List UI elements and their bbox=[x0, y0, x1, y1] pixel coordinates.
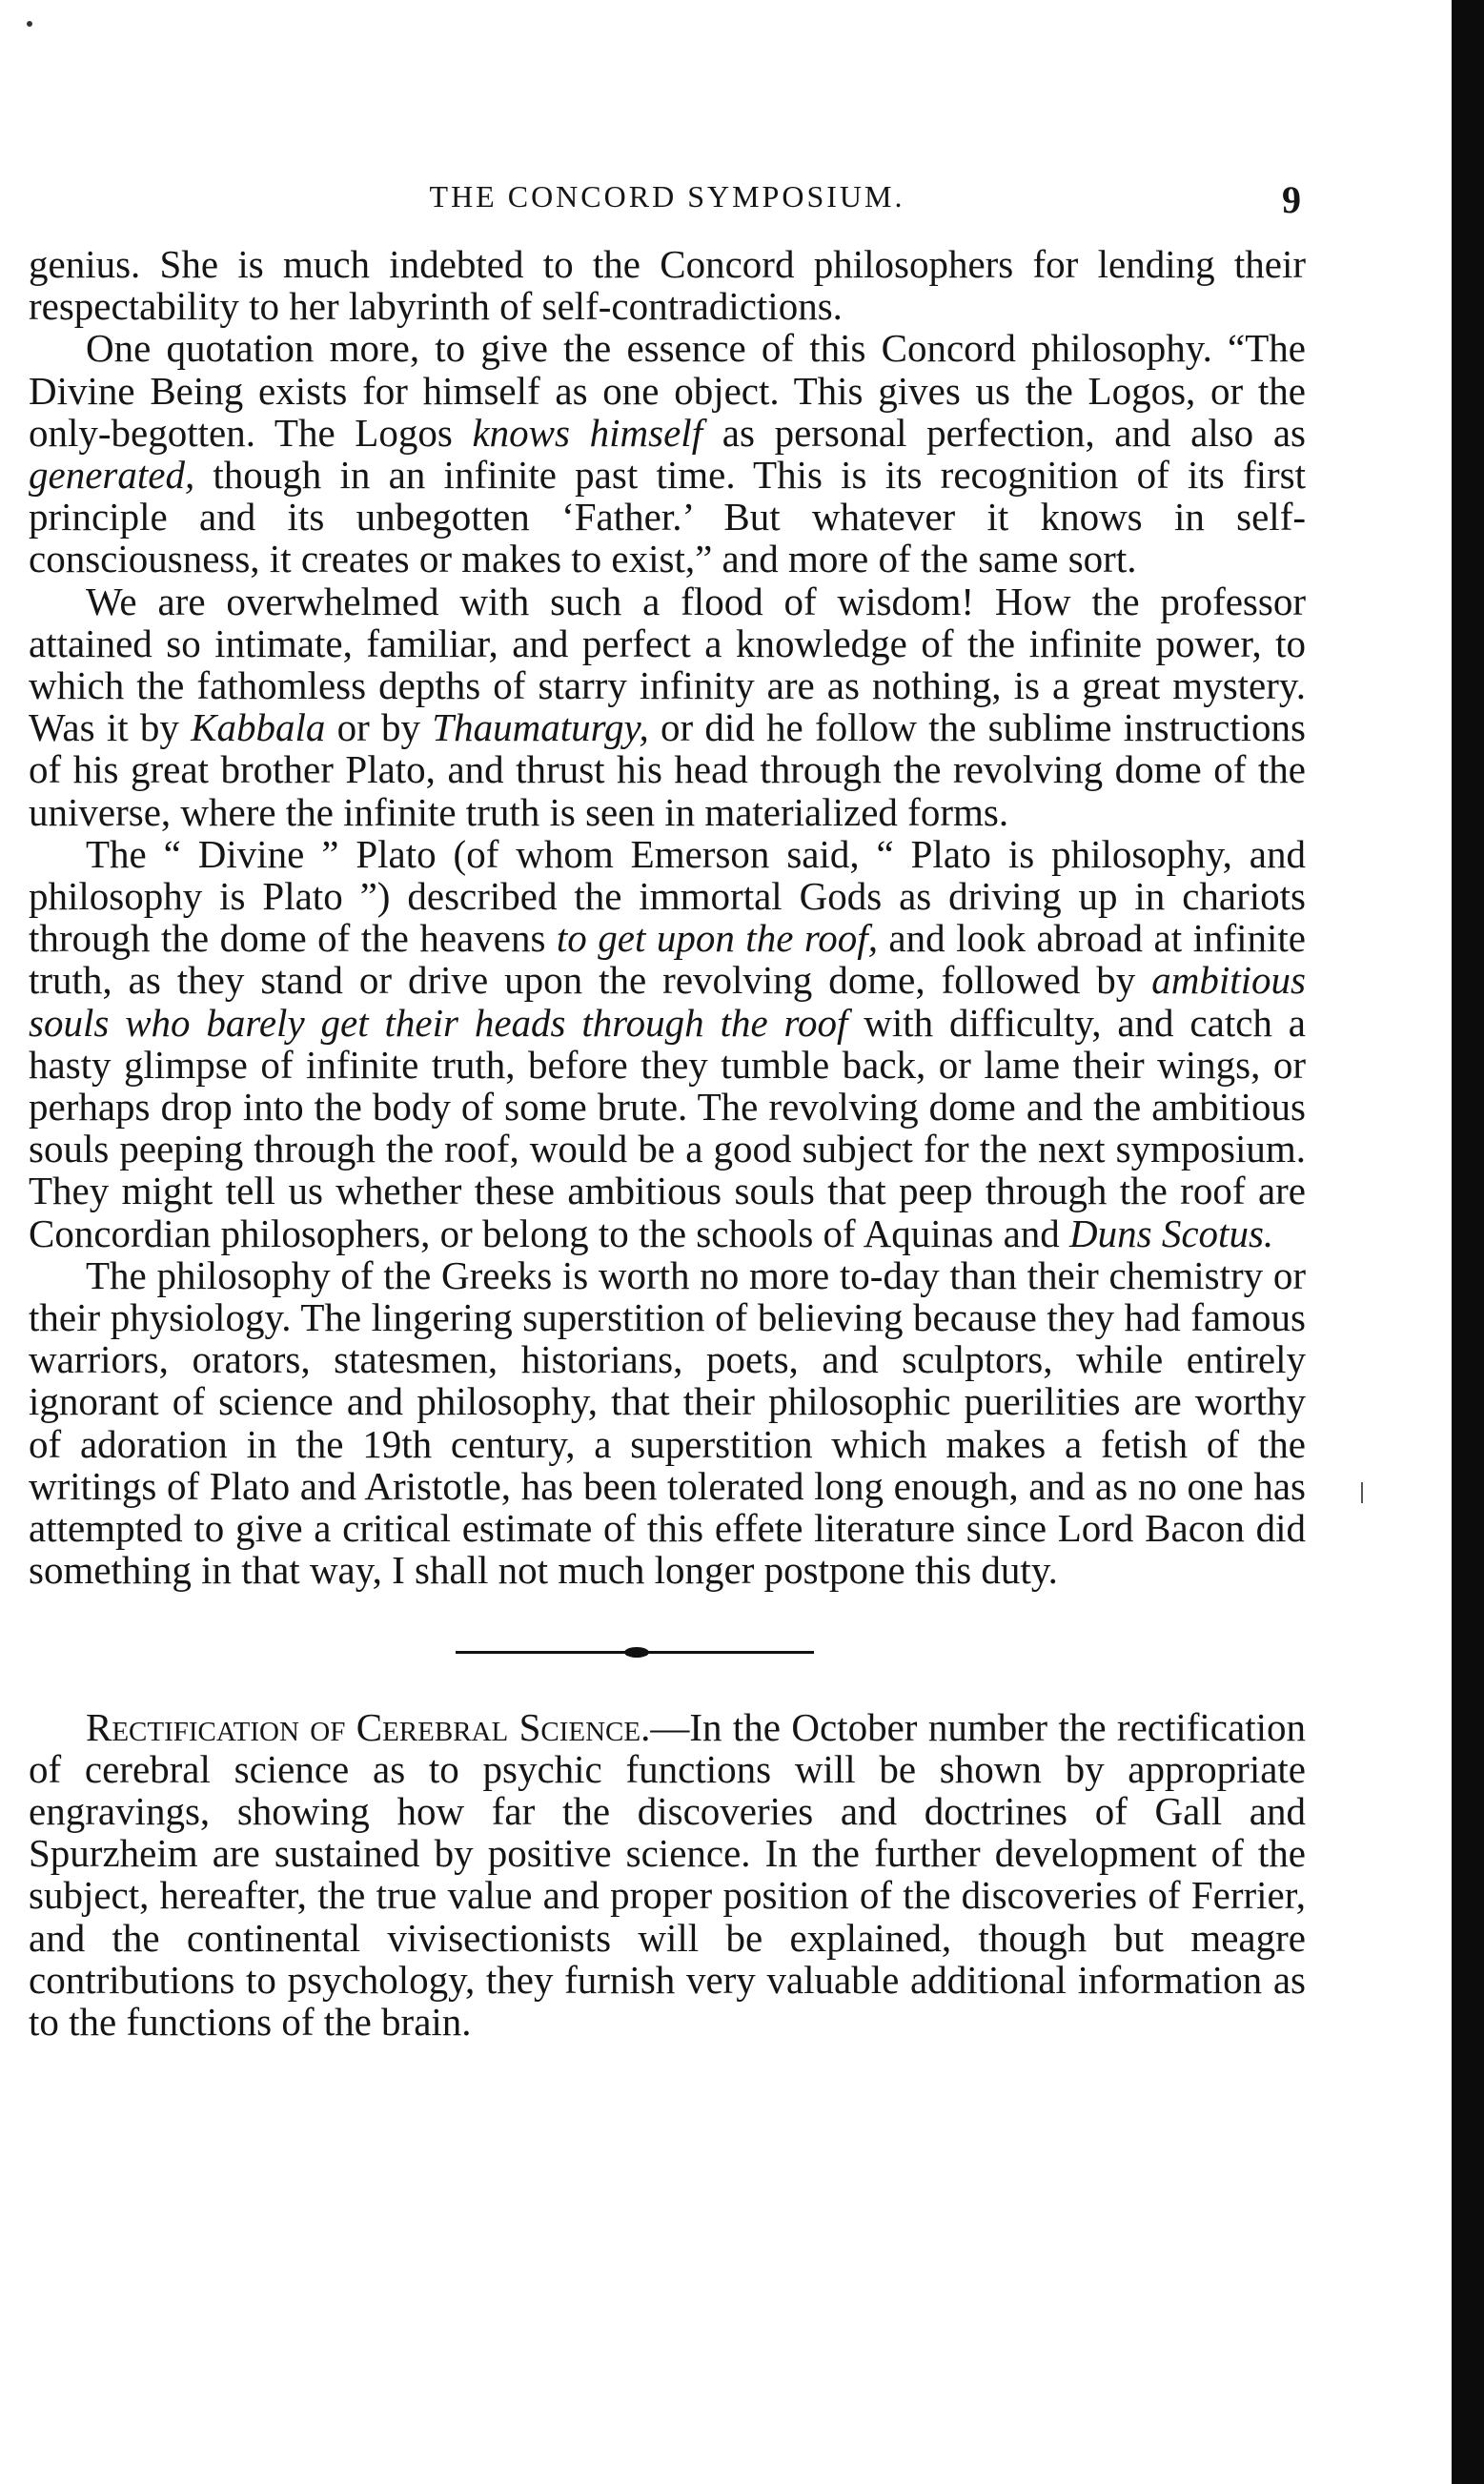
page-body bbox=[29, 243, 1306, 2043]
italic-run: ambitious souls who barely get their heads through the roof bbox=[29, 958, 1306, 1045]
paragraph-1: genius. She is much indebted to the Concord philosophers for lending their respectability to her labyrinth of self-contradictions. bbox=[29, 242, 1306, 329]
running-title: THE CONCORD SYMPOSIUM. bbox=[429, 179, 905, 214]
italic-run: Duns Scotus. bbox=[1069, 1211, 1274, 1255]
margin-mark bbox=[1361, 1482, 1363, 1503]
text-run: or by bbox=[325, 705, 433, 750]
text-run: —In the October number the rectification of cerebral science as to psychic functions will be shown by appropriate engravings, showing how far the discoveries and doctrines of Gall and Spurzheim are sustained by positive science. In the further development of the subject, hereafter, the true value and proper position of the discoveries of Ferrier, and the continental vivisectionists will be explained, though but meagre contributions to psychology, they furnish very valuable additional information as to the functions of the brain. bbox=[29, 1704, 1306, 2044]
italic-run: Kabbala bbox=[191, 705, 326, 750]
divider-ornament bbox=[624, 1647, 649, 1658]
italic-run: generated, bbox=[29, 453, 195, 498]
text-run: and look abroad at infinite truth, as they stand or drive upon the revolving dome, followed by bbox=[29, 916, 1306, 1003]
section-heading: Rectification of Cerebral Science. bbox=[86, 1704, 651, 1749]
paragraph-2 bbox=[29, 327, 1306, 580]
text-run: One quotation more, to give the essence of this Concord philosophy. “The Divine Being exists for himself as one object. This gives us the Logos, or the only-begotten. The Logos bbox=[29, 326, 1306, 455]
text-run: We are overwhelmed with such a flood of wisdom! How the professor attained so intimate, familiar, and perfect a knowledge of the infinite power, to which the fathomless depths of starry infinity are as nothing, is a great mystery. Was it by bbox=[29, 579, 1306, 750]
text-run: or did he follow the sublime instructions of his great brother Plato, and thrust his head through the revolving dome of the universe, where the infinite truth is seen in materialized forms. bbox=[29, 705, 1306, 834]
text-run: with difficulty, and catch a hasty glimpse of infinite truth, before they tumble back, or lame their wings, or perhaps drop into the body of some brute. The revolving dome and the ambitious souls peeping through the roof, would be a good subject for the next symposium. They might tell us whether these ambitious souls that peep through the roof are Concordian philosophers, or belong to the schools of Aquinas and bbox=[29, 1000, 1306, 1255]
italic-run: to get upon the roof, bbox=[556, 916, 878, 961]
page-edge-shadow bbox=[1452, 0, 1484, 2484]
italic-run: Thaumaturgy, bbox=[432, 705, 649, 750]
text-run: The “ Divine ” Plato (of whom Emerson said, “ Plato is philosophy, and philosophy is Plato ”) described the immortal Gods as driving up in chariots through the dome of the heavens bbox=[29, 831, 1306, 961]
page-number: 9 bbox=[1282, 178, 1301, 221]
paragraph-5: The philosophy of the Greeks is worth no more to-day than their chemistry or their physiology. The lingering superstition of believing because they had famous warriors, orators, statesmen, historians, poets, and sculptors, while entirely ignorant of science and philosophy, that their philosophic puerilities are worthy of adoration in the 19th century, a superstition which makes a fetish of the writings of Plato and Aristotle, has been tolerated long enough, and as no one has attempted to give a critical estimate of this effete literature since Lord Bacon did something in that way, I shall not much longer postpone this duty. bbox=[29, 1252, 1306, 1593]
ink-speck bbox=[27, 21, 32, 27]
section-divider bbox=[29, 1592, 1306, 1706]
text-run: as personal perfection, and also as bbox=[702, 410, 1306, 455]
paragraph-3 bbox=[29, 580, 1306, 833]
text-run: though in an infinite past time. This is its recognition of its first principle and its unbegotten ‘Father.’ But whatever it knows in self-consciousness, it creates or makes to exist,” and more of the same sort. bbox=[29, 453, 1306, 581]
italic-run: knows himself bbox=[472, 410, 703, 455]
paragraph-6 bbox=[29, 1706, 1306, 2044]
paragraph-4 bbox=[29, 833, 1306, 1254]
